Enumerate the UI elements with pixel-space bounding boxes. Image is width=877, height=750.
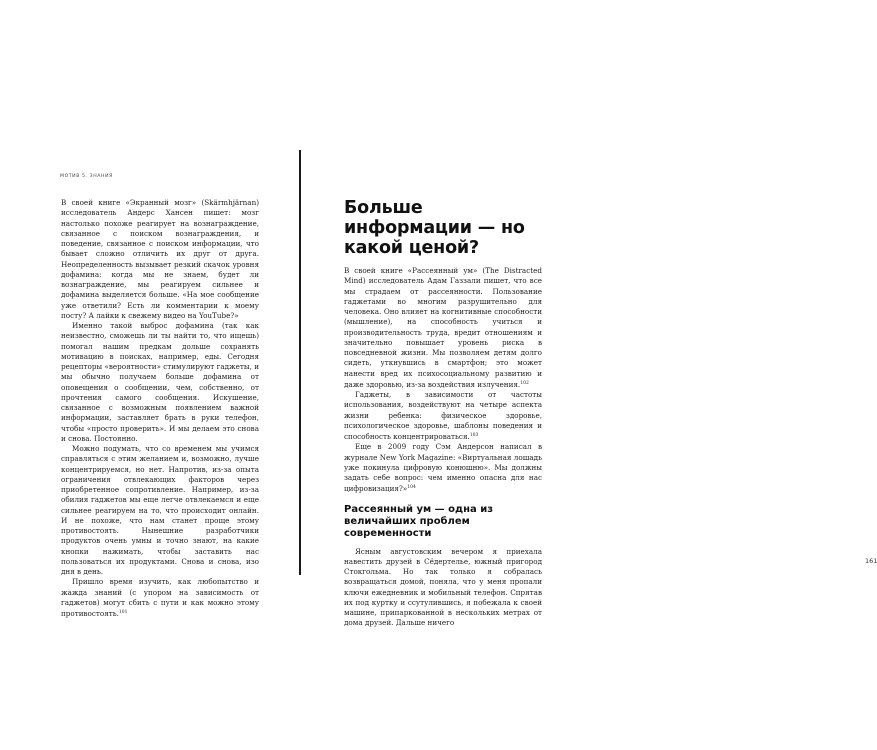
right-paragraph-2: Гаджеты, в зависимости от частоты использования, воздействуют на четыре аспекта жизни ребенка: физическое здоровье, психологическое здоровье, шаблоны поведения и способность концентрироваться.$^{103}$: [344, 390, 542, 441]
right-paragraph-4: Ясным августовским вечером я приехала навестить друзей в Сёдертелье, южный пригород Стокгольма. Но так только я собралась возвращаться домой, поняла, что у меня пропали ключи ежедневник и мобильный телефон. Спрятав их под куртку и ссутулившись, я побежала к своей машине, припаркованной в нескольких метрах от дома друзей. Дальше ничего: [344, 546, 542, 628]
right-paragraph-1: В своей книге «Рассеянный ум» (The Distracted Mind) исследователь Адам Газзали пишет, что все мы страдаем от рассеянности. Пользование гаджетами во многим разрушительно для человека. Оно влияет на когнитивные способности (мышление), на способность учиться и производительность труда, вредит отношениям и значительно повышает уровень риска в повседневной жизни. Мы позволяем детям долго сидеть, уткнувшись в смартфон; это может нанести вред их психосоциальному развитию и даже здоровью, из-за воздействия излучения.$^{102}$: [344, 266, 542, 389]
footnote-ref: 102: [520, 380, 529, 386]
footnote-ref: 101: [118, 610, 128, 615]
left-paragraph-4: Пришло время изучить, как любопытство и жажда знаний (с упором на зависимость от гаджетов) могут сбить с пути и как можно этому противостоять.$^{101}$: [61, 577, 259, 618]
footnote-ref: 104: [407, 485, 416, 491]
left-paragraph-3: Можно подумать, что со временем мы учимся справляться с этим желанием и, возможно, лучше концентрируемся, но нет. Напротив, из-за опыта ограничения отвлекающих факторов через приобретенное сопротивление. Например, из-за обилия гаджетов мы еще легче отвлекаемся и еще сильнее реагируем на то, что происходит онлайн. И не похоже, что нам станет проще этому противостоять. Нынешние разработчики продуктов очень умны и точно знают, на какие кнопки нажимать, чтобы заставить нас пользоваться их продуктами. Снова и снова, изо дня в день.: [61, 444, 259, 576]
running-head: МОТИВ 5. ЗНАНИЯ: [60, 174, 113, 179]
page-divider: [299, 150, 301, 575]
chapter-heading: Больше информации — но какой ценой?: [344, 198, 525, 258]
left-paragraph-1: В своей книге «Экранный мозг» (Skärmhjärnan) исследователь Андерс Хансен пишет: мозг настолько похоже реагирует на вознаграждение, связанное с поиском вознаграждения, и поведение, связанное с поиском информации, что бывает сложно отличить их друг от друга. Неопределенность вызывает резкий скачок уровня дофамина: когда мы не знаем, будет ли вознаграждение, мы реагируем сильнее и дофамина выделяется больше. «На мое сообщение уже ответили? Есть ли комментарии к моему посту? А лайки к свежему видео на YouTube?»: [61, 198, 259, 320]
section-subheading: Рассеянный ум — одна из величайших проблем современности: [344, 503, 494, 539]
right-page: [302, 0, 877, 750]
right-text-column: [344, 198, 542, 629]
left-paragraph-2: Именно такой выброс дофамина (так как неизвестно, сможешь ли ты найти то, что ищешь) помогал нашим предкам дольше сохранять мотивацию в поисках, например, еды. Сегодня рецепторы «вероятности» стимулируют гаджеты, и мы обычно получаем больше дофамина от оповещения о сообщении, чем, собственно, от прочтения самого сообщения. Искушение, связанное с возможным появлением важной информации, заставляет брать в руки телефон, чтобы «просто проверить». И мы делаем это снова и снова. Постоянно.: [61, 321, 259, 443]
footnote-ref: 103: [469, 433, 479, 438]
left-page: [0, 0, 300, 750]
page-number: 161: [865, 557, 877, 565]
right-paragraph-3: Еще в 2009 году Сэм Андерсон написал в журнале New York Magazine: «Виртуальная лошадь уже покинула цифровую конюшню». Мы должны задать себе вопрос: чем именно опасна для нас цифровизация?»$^{104}$: [344, 442, 542, 494]
left-text-column: [61, 198, 259, 619]
